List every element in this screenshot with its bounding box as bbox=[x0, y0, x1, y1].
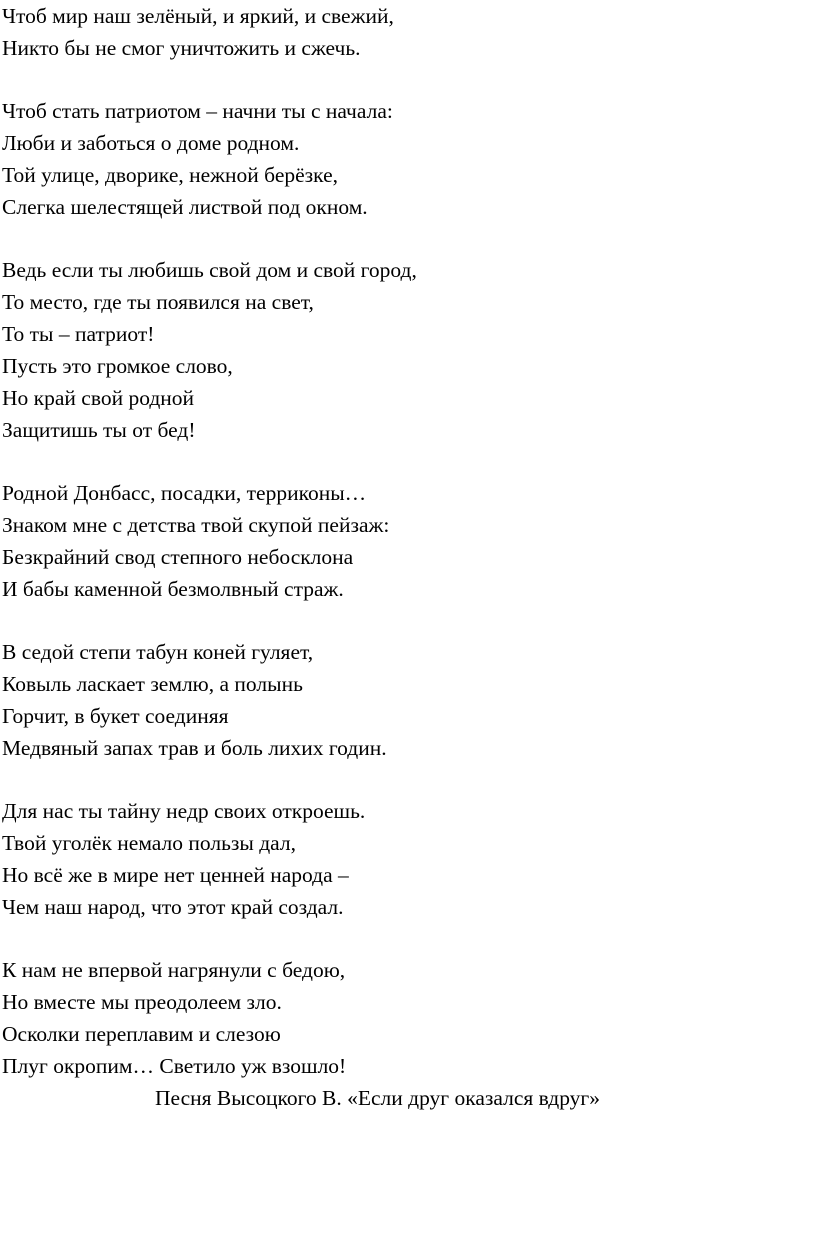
poem-line: То ты – патриот! bbox=[2, 322, 155, 346]
stanza-7 bbox=[2, 954, 812, 1082]
stanza-5 bbox=[2, 636, 812, 764]
poem-line: Но край свой родной bbox=[2, 386, 195, 410]
poem-line: В седой степи табун коней гуляет, bbox=[2, 640, 314, 664]
poem-line: Медвяный запах трав и боль лихих годин. bbox=[2, 736, 387, 760]
poem-line: Пусть это громкое слово, bbox=[2, 354, 233, 378]
poem-line: Чтоб стать патриотом – начни ты с начала: bbox=[2, 99, 393, 123]
stanza-6 bbox=[2, 795, 812, 923]
stanza-3 bbox=[2, 254, 812, 446]
poem-line: То место, где ты появился на свет, bbox=[2, 290, 314, 314]
poem-line: Ковыль ласкает землю, а полынь bbox=[2, 672, 303, 696]
poem-line: Никто бы не смог уничтожить и сжечь. bbox=[2, 36, 361, 60]
stanza-1 bbox=[2, 0, 812, 64]
poem-line: Ведь если ты любишь свой дом и свой город, bbox=[2, 258, 417, 282]
poem-line: Осколки переплавим и слезою bbox=[2, 1022, 281, 1046]
poem-line: Твой уголёк немало пользы дал, bbox=[2, 831, 296, 855]
poem-line: Той улице, дворике, нежной берёзке, bbox=[2, 163, 338, 187]
poem-line: Люби и заботься о доме родном. bbox=[2, 131, 300, 155]
poem-page bbox=[2, 0, 812, 1114]
stanza-4 bbox=[2, 477, 812, 605]
poem-line: Чем наш народ, что этот край создал. bbox=[2, 895, 344, 919]
poem-line: Знаком мне с детства твой скупой пейзаж: bbox=[2, 513, 390, 537]
poem-line: И бабы каменной безмолвный страж. bbox=[2, 577, 344, 601]
poem-line: Плуг окропим… Светило уж взошло! bbox=[2, 1054, 347, 1078]
poem-line: Но вместе мы преодолеем зло. bbox=[2, 990, 282, 1014]
poem-line: Защитишь ты от бед! bbox=[2, 418, 196, 442]
song-caption: Песня Высоцкого В. «Если друг оказался вдруг» bbox=[155, 1086, 601, 1110]
poem-line: Для нас ты тайну недр своих откроешь. bbox=[2, 799, 366, 823]
poem-line: Горчит, в букет соединяя bbox=[2, 704, 229, 728]
poem-line: Родной Донбасс, посадки, терриконы… bbox=[2, 481, 367, 505]
stanza-2 bbox=[2, 95, 812, 223]
poem-line: Чтоб мир наш зелёный, и яркий, и свежий, bbox=[2, 4, 394, 28]
poem-line: К нам не впервой нагрянули с бедою, bbox=[2, 958, 346, 982]
poem-line: Безкрайний свод степного небосклона bbox=[2, 545, 354, 569]
poem-line: Слегка шелестящей листвой под окном. bbox=[2, 195, 368, 219]
poem-line: Но всё же в мире нет ценней народа – bbox=[2, 863, 349, 887]
